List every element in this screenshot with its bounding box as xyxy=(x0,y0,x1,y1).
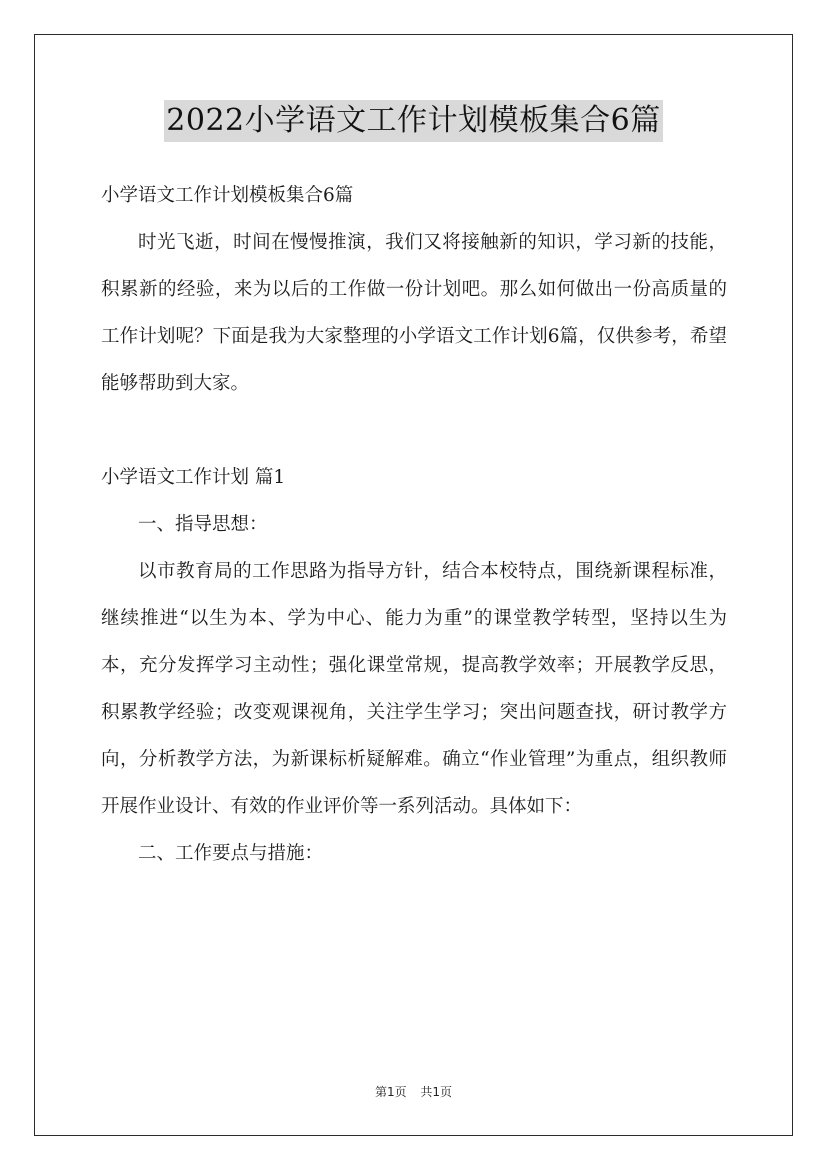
guiding-ideology-paragraph: 以市教育局的工作思路为指导方针，结合本校特点，围绕新课程标准，继续推进“以生为本、学为中心、能力为重”的课堂教学转型，坚持以生为本，充分发挥学习主动性；强化课堂常规，提高教学效率；开展教学反思，积累教学经验；改变观课视角，关注学生学习；突出问题查找，研讨教学方向，分析教学方法，为新课标析疑解难。确立“作业管理”为重点，组织教师开展作业设计、有效的作业评价等一系列活动。具体如下： xyxy=(101,561,727,817)
page-number: 第1页 xyxy=(374,1085,407,1099)
document-subtitle: 小学语文工作计划模板集合6篇 xyxy=(101,185,354,206)
section-heading: 小学语文工作计划 篇1 xyxy=(101,467,286,488)
part-heading-guiding-ideology: 一、指导思想： xyxy=(138,514,268,535)
title-container xyxy=(0,100,827,142)
part-heading-work-points: 二、工作要点与措施： xyxy=(138,843,324,864)
document-body xyxy=(101,172,727,877)
page-footer xyxy=(0,1083,827,1100)
document-title: 2022小学语文工作计划模板集合6篇 xyxy=(164,100,662,142)
total-pages: 共1页 xyxy=(420,1085,453,1099)
section-spacer xyxy=(101,407,727,454)
intro-paragraph: 时光飞逝，时间在慢慢推演，我们又将接触新的知识，学习新的技能，积累新的经验，来为以后的工作做一份计划吧。那么如何做出一份高质量的工作计划呢？下面是我为大家整理的小学语文工作计划6篇，仅供参考，希望能够帮助到大家。 xyxy=(101,232,727,394)
